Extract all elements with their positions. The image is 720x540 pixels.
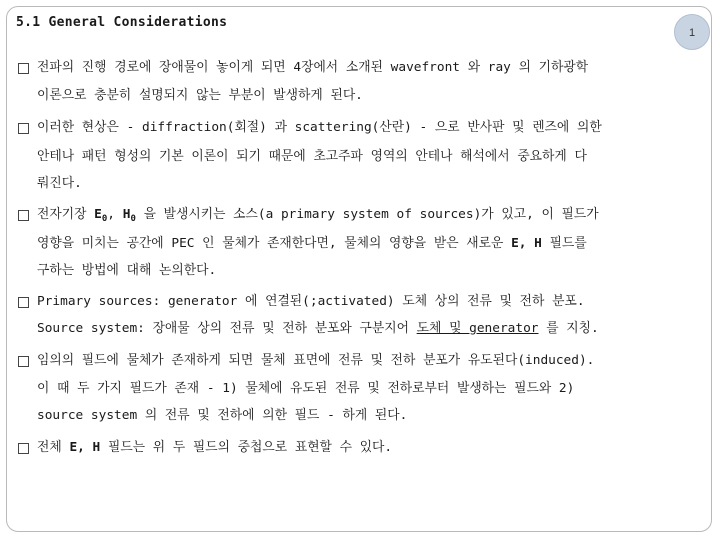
h-subscript: 0	[130, 214, 136, 224]
bullet-4-text-b: 를 지칭.	[538, 321, 599, 336]
bullet-1-line-1: 전파의 진행 경로에 장애물이 놓이게 되면 4장에서 소개된 wavefront 와 ray 의 기하광학	[37, 60, 589, 75]
bullet-3-line-2	[37, 236, 587, 252]
page-number: 1	[688, 27, 696, 39]
bullet-3-text-d: 필드를	[541, 236, 587, 251]
bullet-2-line-3: 뤄진다.	[37, 176, 82, 191]
bullet-5-line-1: 임의의 필드에 물체가 존재하게 되면 물체 표면에 전류 및 전하 분포가 유도된다(induced).	[37, 353, 595, 368]
bullet-5-line-3: source system 의 전류 및 전하에 의한 필드 - 하게 된다.	[37, 408, 408, 423]
bullet-checkbox-icon	[18, 356, 29, 367]
bullet-3-text-c: 영향을 미치는 공간에 PEC 인 물체가 존재한다면, 물체의 영향을 받은 새로운	[37, 236, 512, 251]
bullet-3-text-b: 을 발생시키는 소스(a primary system of sources)가 있고, 이 필드가	[135, 207, 599, 222]
e-subscript: 0	[101, 214, 108, 224]
bullet-3-text-a: 전자기장	[37, 207, 95, 222]
underlined-term: 도체 및 generator	[416, 321, 539, 336]
bullet-6-text-b: 필드는 위 두 필드의 중첩으로 표현할 수 있다.	[100, 440, 393, 455]
page-number-badge	[674, 14, 710, 50]
comma-separator: ,	[107, 207, 123, 222]
bullet-6-line-1	[37, 440, 392, 456]
slide-title: 5.1 General Considerations	[16, 15, 228, 30]
bullet-3-line-1	[37, 207, 599, 227]
bullet-checkbox-icon	[18, 123, 29, 134]
bullet-5-line-2: 이 때 두 가지 필드가 존재 - 1) 물체에 유도된 전류 및 전하로부터 발생하는 필드와 2)	[37, 381, 575, 396]
h-field-symbol: H	[122, 207, 131, 222]
bullet-1-line-2: 이론으로 충분히 설명되지 않는 부분이 발생하게 된다.	[37, 88, 363, 103]
bullet-2-line-1: 이러한 현상은 - diffraction(회절) 과 scattering(산란) - 으로 반사판 및 렌즈에 의한	[37, 120, 602, 135]
bullet-checkbox-icon	[18, 297, 29, 308]
bullet-4-line-1: Primary sources: generator 에 연결된(;activated) 도체 상의 전류 및 전하 분포.	[37, 294, 585, 309]
bullet-4-line-2	[37, 321, 599, 337]
bullet-checkbox-icon	[18, 443, 29, 454]
bullet-4-text-a: Source system: 장애물 상의 전류 및 전하 분포와 구분지어	[37, 321, 417, 336]
bullet-6-text-a: 전체	[37, 440, 70, 455]
eh-field-symbols: E, H	[511, 236, 542, 251]
eh-field-symbols: E, H	[69, 440, 101, 455]
bullet-3-line-3: 구하는 방법에 대해 논의한다.	[37, 263, 217, 278]
bullet-checkbox-icon	[18, 63, 29, 74]
bullet-checkbox-icon	[18, 210, 29, 221]
bullet-2-line-2: 안테나 패턴 형성의 기본 이론이 되기 때문에 초고주파 영역의 안테나 해석에서 중요하게 다	[37, 149, 587, 164]
e-field-symbol: E	[94, 207, 102, 222]
